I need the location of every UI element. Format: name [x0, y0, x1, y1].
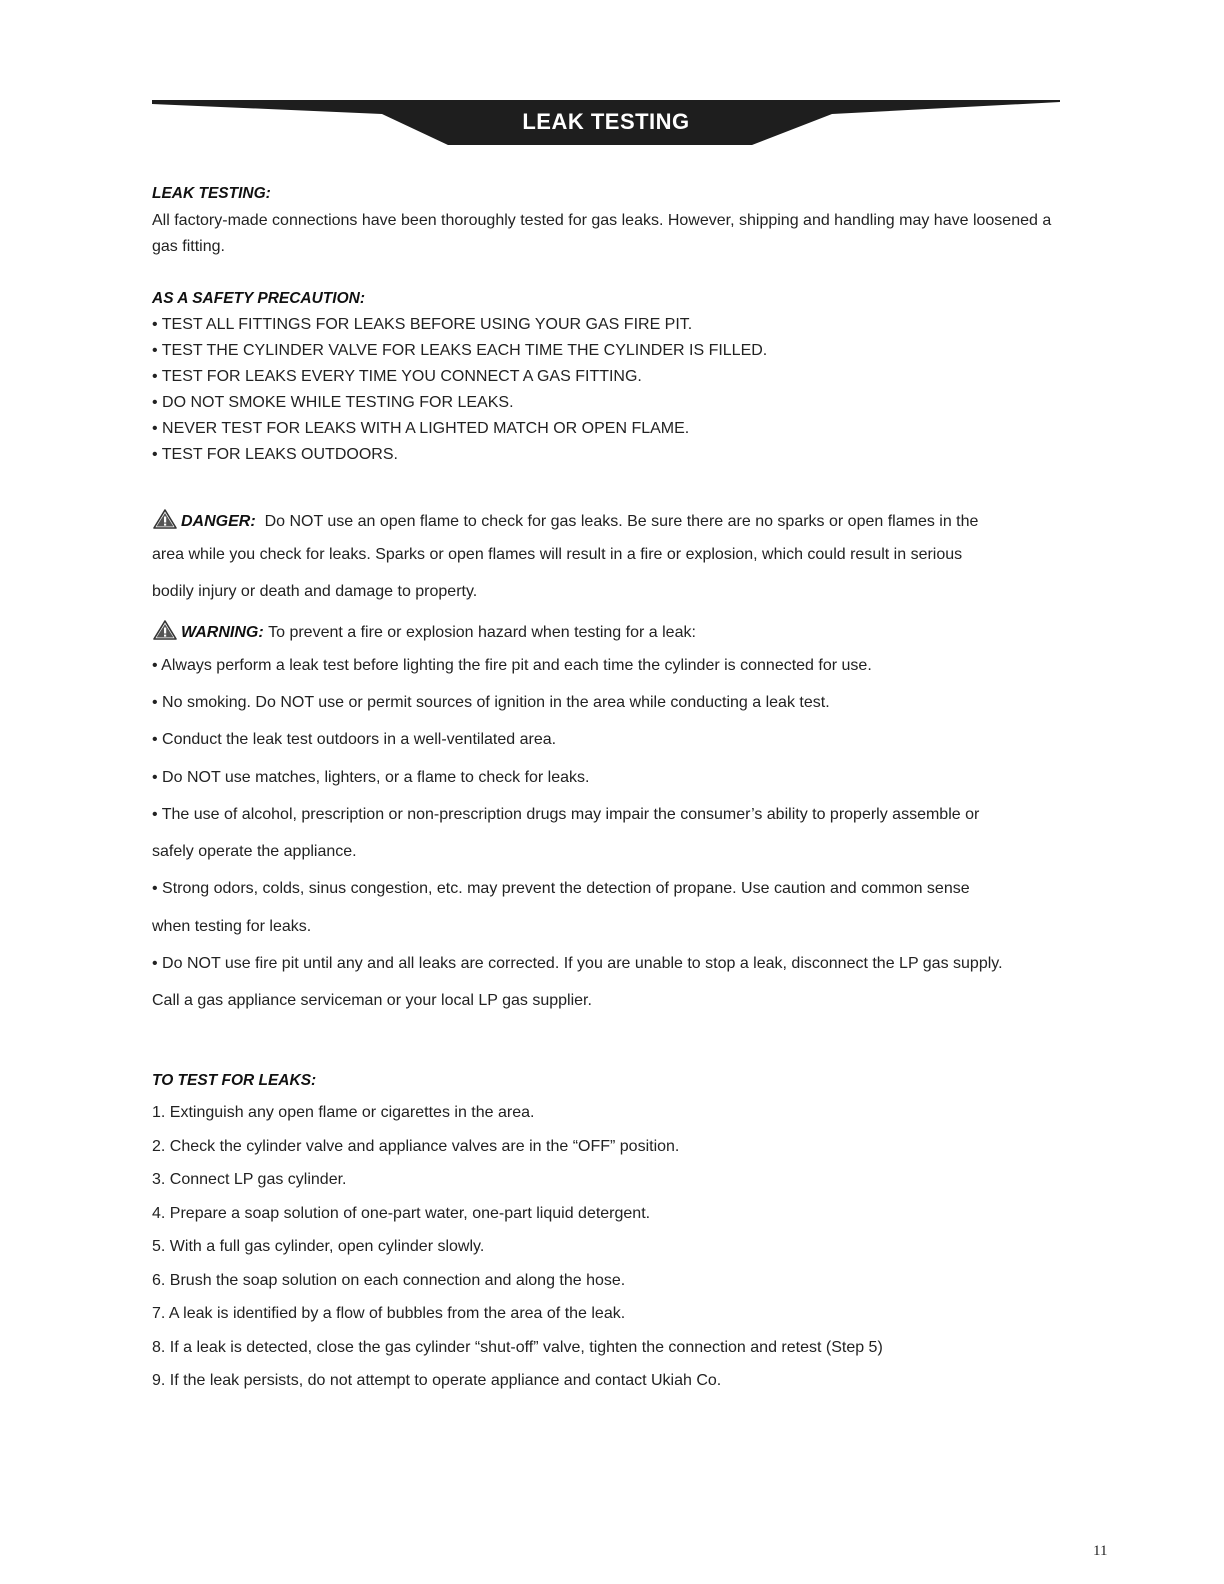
warning-triangle-icon — [152, 619, 178, 646]
banner-title: LEAK TESTING — [522, 109, 690, 134]
precaution-item: • TEST ALL FITTINGS FOR LEAKS BEFORE USING YOUR GAS FIRE PIT. — [152, 316, 693, 333]
test-step: 4. Prepare a soap solution of one-part water, one-part liquid detergent. — [152, 1205, 651, 1222]
test-step: 2. Check the cylinder valve and appliance valves are in the “OFF” position. — [152, 1138, 680, 1155]
danger-text: bodily injury or death and damage to property. — [152, 583, 478, 600]
intro-heading: LEAK TESTING: — [152, 185, 271, 202]
warning-item: safely operate the appliance. — [152, 843, 357, 860]
warning-item: • No smoking. Do NOT use or permit sources of ignition in the area while conducting a leak test. — [152, 694, 830, 711]
section-banner — [152, 100, 1060, 146]
warning-triangle-icon — [152, 508, 178, 535]
precaution-item: • TEST FOR LEAKS OUTDOORS. — [152, 446, 398, 463]
danger-label: DANGER: — [181, 513, 256, 530]
warning-item: when testing for leaks. — [152, 918, 312, 935]
precaution-item: • NEVER TEST FOR LEAKS WITH A LIGHTED MATCH OR OPEN FLAME. — [152, 420, 690, 437]
warning-item: • Conduct the leak test outdoors in a well-ventilated area. — [152, 731, 557, 748]
warning-item: • Strong odors, colds, sinus congestion, etc. may prevent the detection of propane. Use caution and common sense — [152, 880, 970, 897]
precaution-item: • TEST FOR LEAKS EVERY TIME YOU CONNECT A GAS FITTING. — [152, 368, 642, 385]
test-step: 6. Brush the soap solution on each connection and along the hose. — [152, 1272, 626, 1289]
danger-line — [152, 508, 978, 535]
intro-text: All factory-made connections have been thoroughly tested for gas leaks. However, shipping and handling may have loosened a gas fitting. — [152, 212, 1052, 255]
warning-item: • The use of alcohol, prescription or non-prescription drugs may impair the consumer’s ability to properly assemble or — [152, 806, 980, 823]
warning-label: WARNING: — [181, 624, 264, 641]
warning-item: Call a gas appliance serviceman or your local LP gas supplier. — [152, 992, 592, 1009]
warning-item: • Do NOT use fire pit until any and all leaks are corrected. If you are unable to stop a leak, disconnect the LP gas supply. — [152, 955, 1003, 972]
danger-text: Do NOT use an open flame to check for gas leaks. Be sure there are no sparks or open flames in the — [264, 513, 979, 530]
warning-item: • Do NOT use matches, lighters, or a flame to check for leaks. — [152, 769, 590, 786]
test-step: 3. Connect LP gas cylinder. — [152, 1171, 347, 1188]
precaution-item: • TEST THE CYLINDER VALVE FOR LEAKS EACH TIME THE CYLINDER IS FILLED. — [152, 342, 768, 359]
test-step: 1. Extinguish any open flame or cigarettes in the area. — [152, 1104, 535, 1121]
test-step: 7. A leak is identified by a flow of bubbles from the area of the leak. — [152, 1305, 626, 1322]
test-step: 8. If a leak is detected, close the gas cylinder “shut-off” valve, tighten the connection and retest (Step 5) — [152, 1339, 883, 1356]
precaution-item: • DO NOT SMOKE WHILE TESTING FOR LEAKS. — [152, 394, 514, 411]
page-number: 11 — [1093, 1543, 1108, 1559]
test-step: 5. With a full gas cylinder, open cylinder slowly. — [152, 1238, 485, 1255]
danger-text: area while you check for leaks. Sparks or open flames will result in a fire or explosion, which could result in serious — [152, 546, 963, 563]
warning-item: • Always perform a leak test before lighting the fire pit and each time the cylinder is connected for use. — [152, 657, 872, 674]
test-step: 9. If the leak persists, do not attempt to operate appliance and contact Ukiah Co. — [152, 1372, 722, 1389]
precaution-heading: AS A SAFETY PRECAUTION: — [152, 290, 365, 307]
test-heading: TO TEST FOR LEAKS: — [152, 1072, 317, 1089]
warning-text: To prevent a fire or explosion hazard when testing for a leak: — [268, 624, 696, 641]
warning-line — [152, 619, 696, 646]
